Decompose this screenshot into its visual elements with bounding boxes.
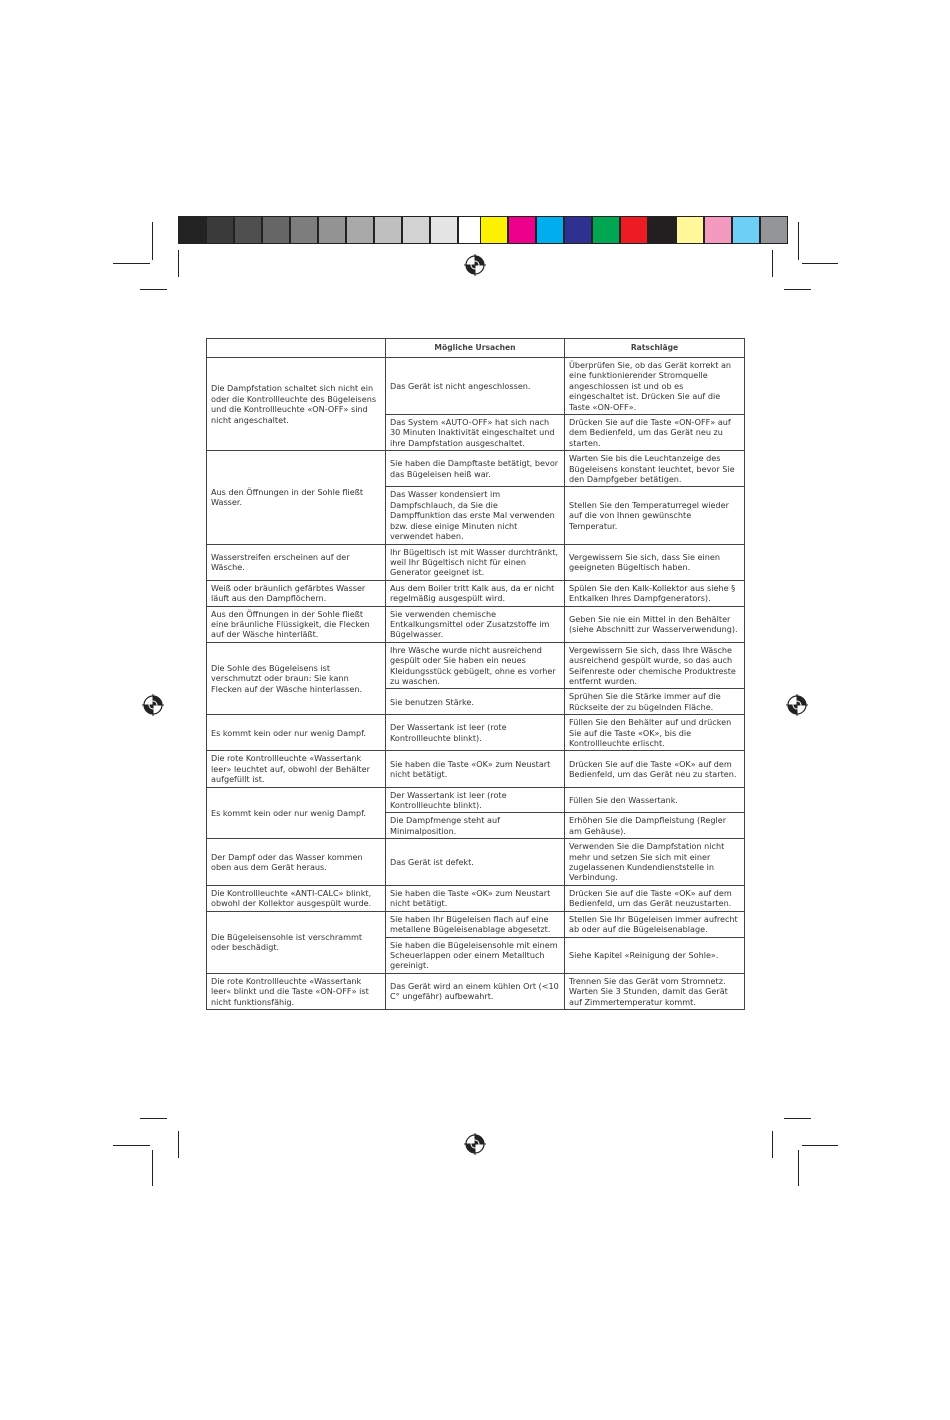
advice-cell: Siehe Kapitel «Reinigung der Sohle». (565, 937, 745, 973)
cause-cell: Die Dampfmenge steht auf Minimalposition. (386, 813, 565, 839)
color-swatch (508, 216, 536, 244)
crop-mark (802, 263, 838, 264)
problem-cell: Der Dampf oder das Wasser kommen oben aus dem Gerät heraus. (207, 839, 386, 886)
color-swatch (402, 216, 430, 244)
color-swatch (732, 216, 760, 244)
problem-cell: Wasserstreifen erscheinen auf der Wäsche. (207, 544, 386, 580)
color-swatch (206, 216, 234, 244)
troubleshooting-table (206, 338, 745, 1010)
cause-cell: Der Wassertank ist leer (rote Kontrollleuchte blinkt). (386, 787, 565, 813)
cause-cell: Der Wassertank ist leer (rote Kontrollleuchte blinkt). (386, 715, 565, 751)
table-row (207, 751, 745, 787)
table-row (207, 885, 745, 911)
advice-cell: Füllen Sie den Behälter auf und drücken Sie auf die Taste «OK», bis die Kontrollleuchte erlischt. (565, 715, 745, 751)
problem-cell: Es kommt kein oder nur wenig Dampf. (207, 715, 386, 751)
color-swatch (374, 216, 402, 244)
crop-mark (113, 263, 150, 264)
advice-cell: Drücken Sie auf die Taste «OK» auf dem Bedienfeld, um das Gerät neuzustarten. (565, 885, 745, 911)
table-row (207, 911, 745, 937)
registration-mark-icon (464, 254, 486, 276)
cause-cell: Sie haben Ihr Bügeleisen flach auf eine metallene Bügeleisenablage abgesetzt. (386, 911, 565, 937)
cause-cell: Ihre Wäsche wurde nicht ausreichend gespült oder Sie haben ein neues Kleidungsstück gebügelt, ohne es vorher zu waschen. (386, 642, 565, 689)
grey-calibration-bar (178, 216, 486, 244)
advice-cell: Vergewissern Sie sich, dass Ihre Wäsche ausreichend gespült wurde, so das auch Seifenreste oder chemische Produktreste entfernt wurden. (565, 642, 745, 689)
color-swatch (234, 216, 262, 244)
color-swatch (178, 216, 206, 244)
table-row (207, 606, 745, 642)
crop-mark (178, 1131, 179, 1158)
table-row (207, 451, 745, 487)
crop-mark (152, 1150, 153, 1186)
registration-mark-icon (786, 694, 808, 716)
crop-mark (140, 289, 167, 290)
cause-cell: Sie haben die Dampftaste betätigt, bevor das Bügeleisen heiß war. (386, 451, 565, 487)
problem-cell: Weiß oder bräunlich gefärbtes Wasser läuft aus den Dampflöchern. (207, 580, 386, 606)
advice-cell: Drücken Sie auf die Taste «OK» auf dem Bedienfeld, um das Gerät neu zu starten. (565, 751, 745, 787)
crop-mark (178, 250, 179, 277)
crop-mark (113, 1145, 150, 1146)
cause-cell: Sie verwenden chemische Entkalkungsmittel oder Zusatzstoffe im Bügelwasser. (386, 606, 565, 642)
advice-cell: Verwenden Sie die Dampfstation nicht mehr und setzen Sie sich mit einer zugelassenen Kundendienststelle in Verbindung. (565, 839, 745, 886)
problem-cell: Die Dampfstation schaltet sich nicht ein oder die Kontrollleuchte des Bügeleisens und die Kontrollleuchte «ON-OFF» sind nicht angeschaltet. (207, 358, 386, 451)
cause-cell: Sie haben die Bügeleisensohle mit einem Scheuerlappen oder einem Metalltuch gereinigt. (386, 937, 565, 973)
problem-cell: Die Kontrollleuchte «ANTI-CALC» blinkt, obwohl der Kollektor ausgespült wurde. (207, 885, 386, 911)
crop-mark (772, 250, 773, 277)
color-swatch (592, 216, 620, 244)
problem-cell: Die rote Kontrollleuchte «Wassertank leer» leuchtet auf, obwohl der Behälter aufgefüllt ist. (207, 751, 386, 787)
color-swatch (346, 216, 374, 244)
header-problem (207, 339, 386, 358)
crop-mark (784, 289, 811, 290)
color-swatch (430, 216, 458, 244)
advice-cell: Stellen Sie den Temperaturregel wieder auf die von Ihnen gewünschte Temperatur. (565, 487, 745, 544)
color-swatch (760, 216, 788, 244)
color-swatch (318, 216, 346, 244)
advice-cell: Erhöhen Sie die Dampfleistung (Regler am Gehäuse). (565, 813, 745, 839)
advice-cell: Spülen Sie den Kalk-Kollektor aus siehe § Entkalken Ihres Dampfgenerators). (565, 580, 745, 606)
crop-mark (798, 1150, 799, 1186)
advice-cell: Geben Sie nie ein Mittel in den Behälter (siehe Abschnitt zur Wasserverwendung). (565, 606, 745, 642)
registration-mark-icon (142, 694, 164, 716)
table-row (207, 544, 745, 580)
crop-mark (802, 1145, 838, 1146)
cause-cell: Das Gerät ist defekt. (386, 839, 565, 886)
color-calibration-bar (480, 216, 788, 244)
cause-cell: Ihr Bügeltisch ist mit Wasser durchtränkt, weil Ihr Bügeltisch nicht für einen Generator geeignet ist. (386, 544, 565, 580)
advice-cell: Warten Sie bis die Leuchtanzeige des Bügeleisens konstant leuchtet, bevor Sie den Dampfgeber betätigen. (565, 451, 745, 487)
table-row (207, 580, 745, 606)
cause-cell: Sie benutzen Stärke. (386, 689, 565, 715)
table-row (207, 715, 745, 751)
advice-cell: Überprüfen Sie, ob das Gerät korrekt an eine funktionierender Stromquelle angeschlossen ist und ob es eingeschaltet ist. Drücken Sie auf die Taste «ON-OFF». (565, 358, 745, 415)
color-swatch (536, 216, 564, 244)
color-swatch (564, 216, 592, 244)
header-advice: Ratschläge (565, 339, 745, 358)
table-row (207, 358, 745, 415)
cause-cell: Das Gerät ist nicht angeschlossen. (386, 358, 565, 415)
cause-cell: Aus dem Boiler tritt Kalk aus, da er nicht regelmäßig ausgespült wird. (386, 580, 565, 606)
problem-cell: Die Bügeleisensohle ist verschrammt oder beschädigt. (207, 911, 386, 973)
advice-cell: Vergewissern Sie sich, dass Sie einen geeigneten Bügeltisch haben. (565, 544, 745, 580)
crop-mark (772, 1131, 773, 1158)
table-header-row (207, 339, 745, 358)
advice-cell: Sprühen Sie die Stärke immer auf die Rückseite der zu bügelnden Fläche. (565, 689, 745, 715)
table-row (207, 973, 745, 1009)
cause-cell: Das System «AUTO-OFF» hat sich nach 30 Minuten Inaktivität eingeschaltet und ihre Dampfstation ausgeschaltet. (386, 415, 565, 451)
cause-cell: Das Gerät wird an einem kühlen Ort (<10 C° ungefähr) aufbewahrt. (386, 973, 565, 1009)
crop-mark (152, 222, 153, 260)
advice-cell: Drücken Sie auf die Taste «ON-OFF» auf dem Bedienfeld, um das Gerät neu zu starten. (565, 415, 745, 451)
problem-cell: Die Sohle des Bügeleisens ist verschmutzt oder braun: Sie kann Flecken auf der Wäsche hinterlassen. (207, 642, 386, 714)
advice-cell: Trennen Sie das Gerät vom Stromnetz. Warten Sie 3 Stunden, damit das Gerät auf Zimmertemperatur kommt. (565, 973, 745, 1009)
problem-cell: Die rote Kontrollleuchte «Wassertank leer« blinkt und die Taste «ON-OFF» ist nicht funktionsfähig. (207, 973, 386, 1009)
table-row (207, 839, 745, 886)
registration-mark-icon (464, 1133, 486, 1155)
table-row (207, 787, 745, 813)
crop-mark (798, 222, 799, 260)
advice-cell: Stellen Sie Ihr Bügeleisen immer aufrecht ab oder auf die Bügeleisenablage. (565, 911, 745, 937)
color-swatch (480, 216, 508, 244)
problem-cell: Aus den Öffnungen in der Sohle fließt Wasser. (207, 451, 386, 544)
problem-cell: Es kommt kein oder nur wenig Dampf. (207, 787, 386, 839)
table-body (207, 358, 745, 1010)
color-swatch (676, 216, 704, 244)
color-swatch (620, 216, 648, 244)
table-row (207, 642, 745, 689)
problem-cell: Aus den Öffnungen in der Sohle fließt eine bräunliche Flüssigkeit, die Flecken auf der Wäsche hinterläßt. (207, 606, 386, 642)
color-swatch (290, 216, 318, 244)
color-swatch (648, 216, 676, 244)
advice-cell: Füllen Sie den Wassertank. (565, 787, 745, 813)
cause-cell: Sie haben die Taste «OK» zum Neustart nicht betätigt. (386, 885, 565, 911)
crop-mark (784, 1118, 811, 1119)
header-causes: Mögliche Ursachen (386, 339, 565, 358)
color-swatch (262, 216, 290, 244)
cause-cell: Das Wasser kondensiert im Dampfschlauch, da Sie die Dampffunktion das erste Mal verwenden bzw. diese einige Minuten nicht verwendet haben. (386, 487, 565, 544)
crop-mark (140, 1118, 167, 1119)
cause-cell: Sie haben die Taste «OK» zum Neustart nicht betätigt. (386, 751, 565, 787)
color-swatch (704, 216, 732, 244)
